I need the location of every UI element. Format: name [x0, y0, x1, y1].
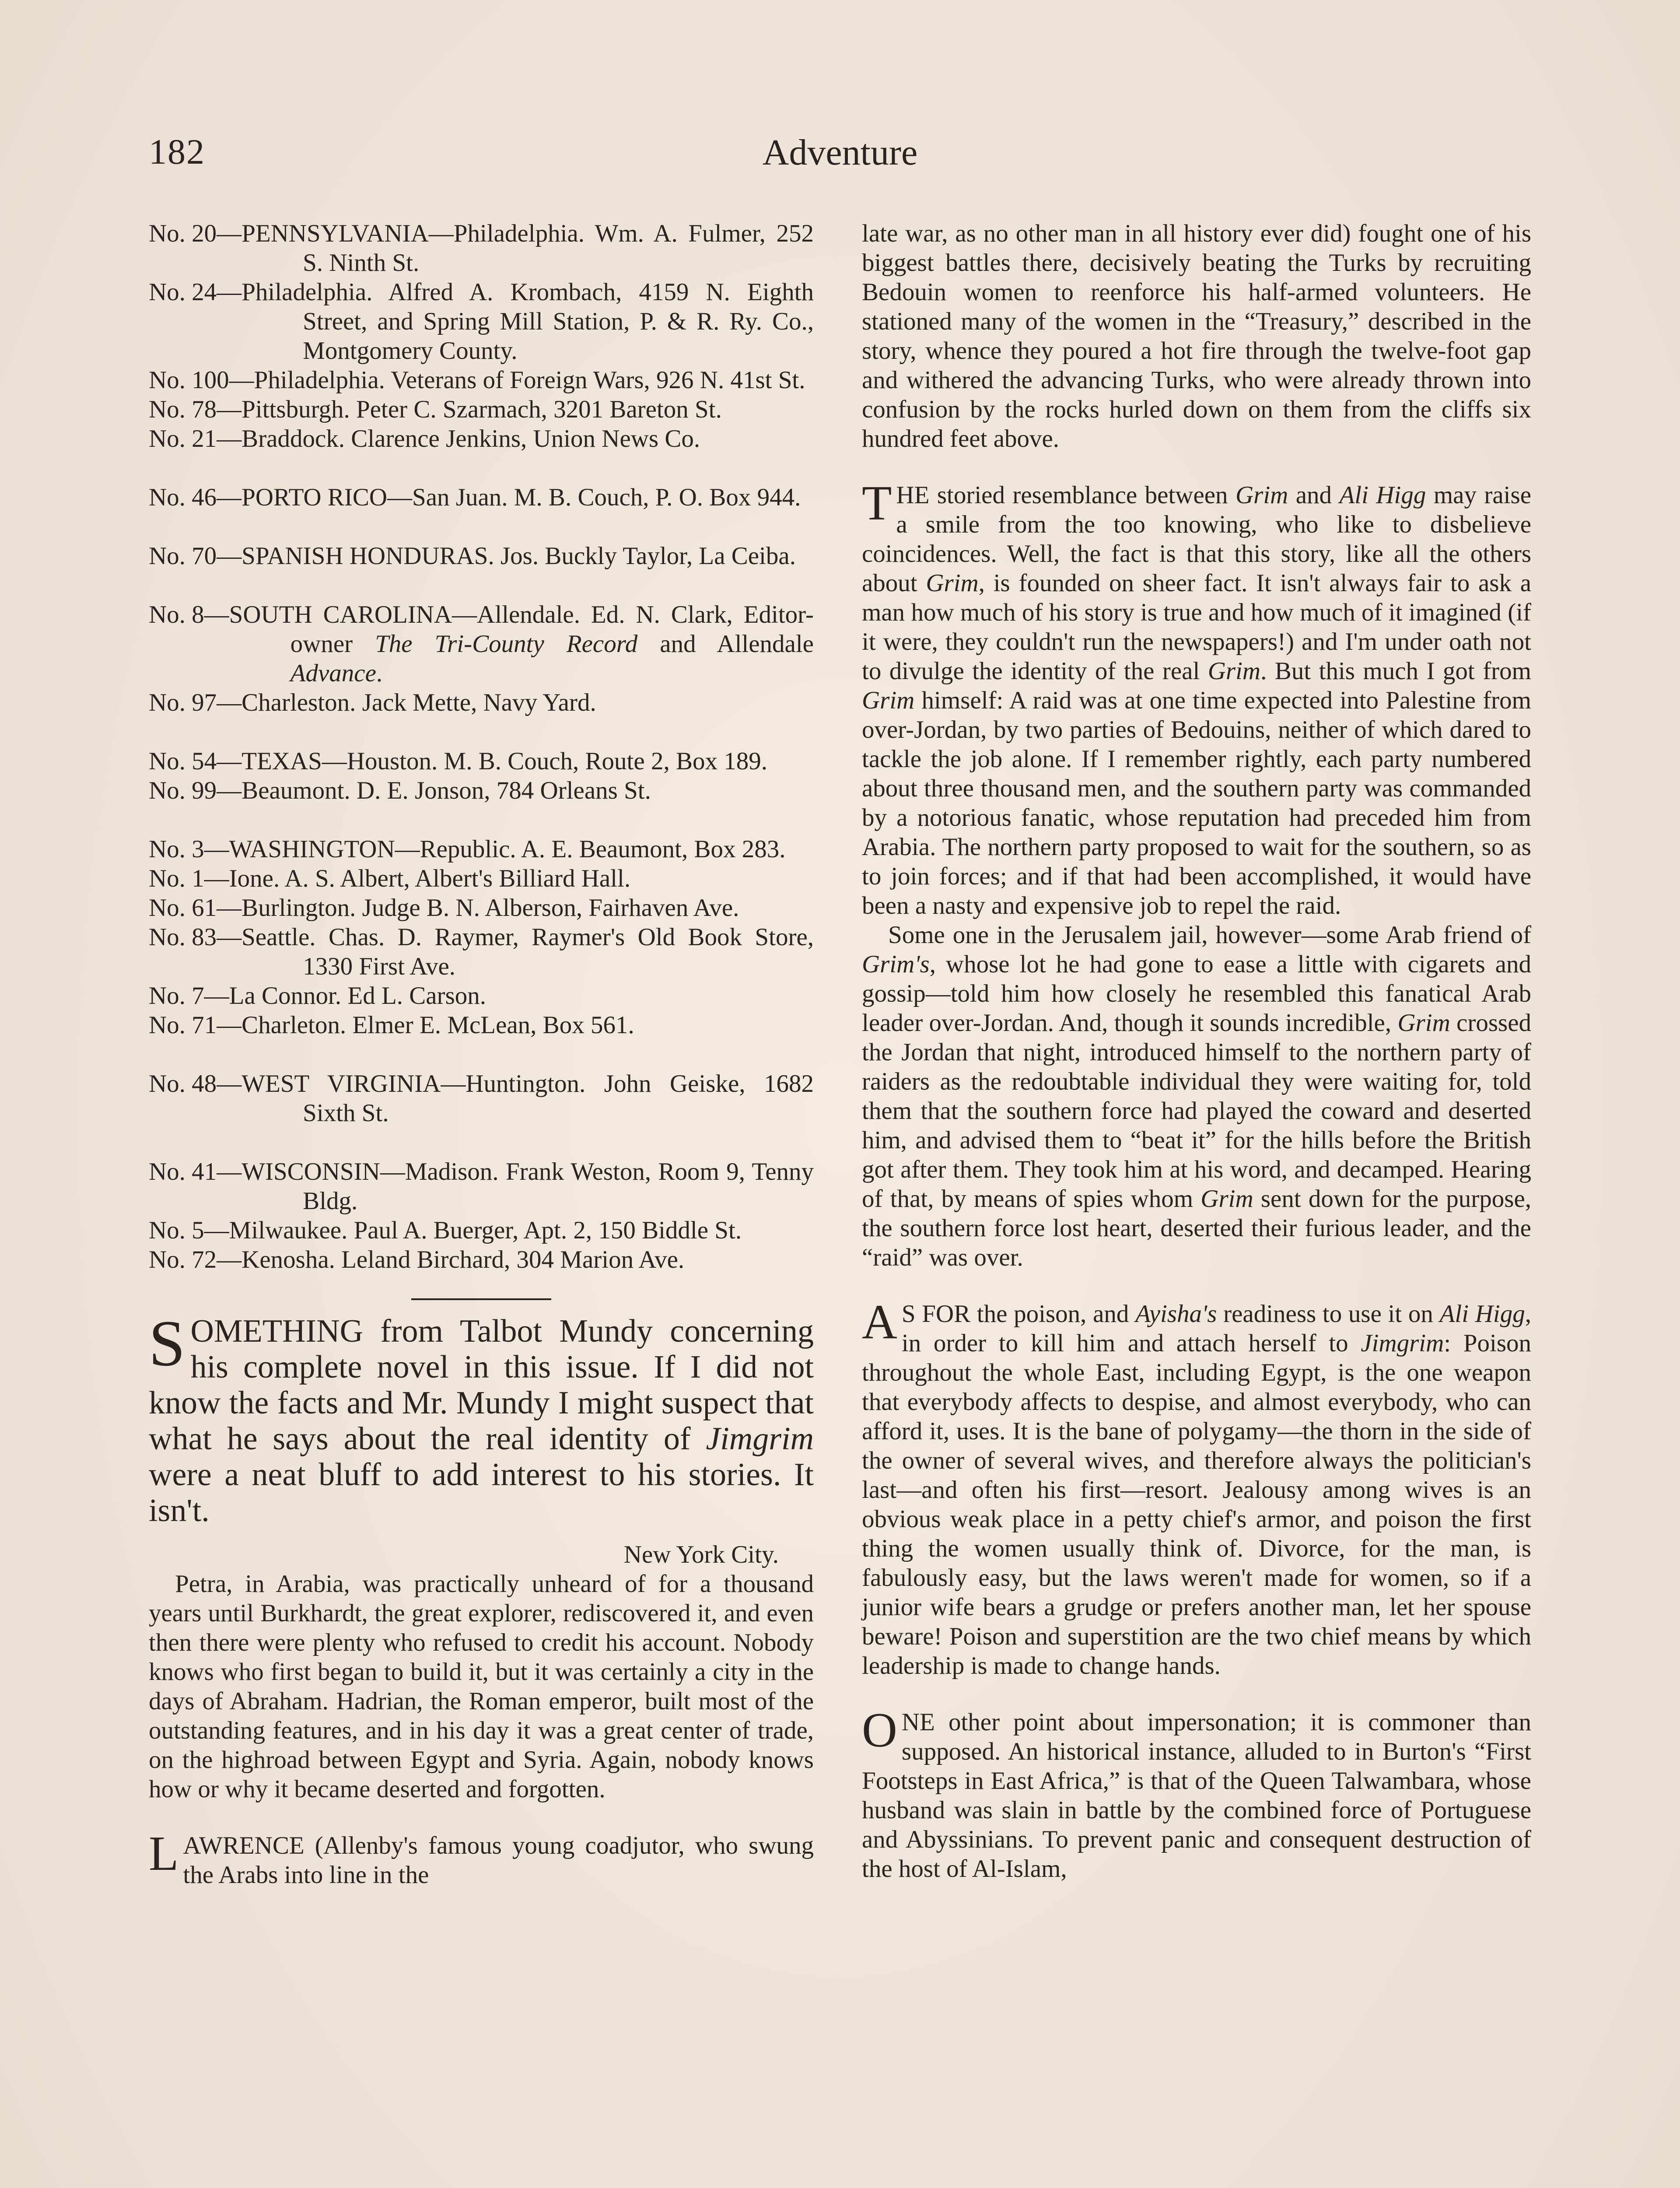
resemblance-paragraph: THE storied resemblance between Grim and Ali Higg may raise a smile from the too knowing, who like to disbelieve coincidences. Well, the fact is that this story, like all the others about Grim, is founded on sheer fact. It isn't always fair to ask a man how much of his story is true and how much of it imagined (if it were, they couldn't run the newspapers!) and I'm under oath not to divulge the identity of the real Grim. But this much I got from Grim himself: A raid was at one time expected into Palestine from over-Jordan, by two parties of Bedouins, neither of which dared to tackle the job alone. If I remember rightly, each party numbered about three thousand men, and the southern party was commanded by a notorious fanatic, whose reputation had preceded him from Arabia. The northern party proposed to wait for the southern, so as to join forces; and if that had been accomplished, it would have been a nasty and expensive job to repel the raid. [862, 476, 1531, 919]
club-entry: No. 3— WASHINGTON—Republic. A. E. Beaumont, Box 283. [149, 835, 786, 863]
club-entry: No. 5— Milwaukee. Paul A. Buerger, Apt. 2, 150 Biddle St. [149, 1217, 742, 1244]
club-entry: No. 21— Braddock. Clarence Jenkins, Union News Co. [149, 425, 700, 452]
magazine-title: Adventure [762, 132, 918, 173]
letter-dateline: New York City. [623, 1541, 779, 1568]
club-entry: No. 7— La Connor. Ed L. Carson. [149, 982, 486, 1010]
club-entry: No. 97— Charleston. Jack Mette, Navy Yard. [149, 689, 596, 716]
section-divider [411, 1298, 551, 1300]
impersonation-paragraph: ONE other point about impersonation; it is commoner than supposed. An historical instance, alluded to in Burton's “First Footsteps in East Africa,” is that of the Queen Talwambara, whose husband was slain in battle by the combined force of Portuguese and Abyssinians. To prevent panic and consequent destruction of the host of Al-Islam, [862, 1703, 1531, 1883]
club-entry: No. 100— Philadelphia. Veterans of Foreign Wars, 926 N. 41st St. [149, 366, 805, 394]
page-number: 182 [149, 132, 205, 172]
club-entry: No. 72— Kenosha. Leland Birchard, 304 Marion Ave. [149, 1246, 685, 1273]
club-listing [149, 219, 814, 1274]
club-entry: No. 1— Ione. A. S. Albert, Albert's Billiard Hall. [149, 865, 631, 892]
drop-cap: L [149, 1827, 179, 1881]
club-entry: No. 83— Seattle. Chas. D. Raymer, Raymer's Old Book Store, 1330 First Ave. [149, 923, 814, 980]
club-entry: No. 41— WISCONSIN—Madison. Frank Weston, Room 9, Tenny Bldg. [149, 1158, 814, 1215]
right-column [862, 219, 1531, 1883]
drop-cap: O [862, 1703, 897, 1757]
lawrence-continued: late war, as no other man in all history ever did) fought one of his biggest battles there, decisively beating the Turks by recruiting Bedouin women to reenforce his half-armed volunteers. He stationed many of the women in the “Treasury,” described in the story, whence they poured a hot fire through the twelve-foot gap and withered the advancing Turks, who were already thrown into confusion by the rocks hurled down on them from the cliffs six hundred feet above. [862, 220, 1531, 452]
club-entry: No. 8— SOUTH CAROLINA—Allendale. Ed. N. Clark, Editor-owner The Tri-County Record and Allendale Advance. [149, 601, 814, 687]
club-entry: No. 78— Pittsburgh. Peter C. Szarmach, 3201 Bareton St. [149, 396, 722, 423]
club-entry: No. 70— SPANISH HONDURAS. Jos. Buckly Taylor, La Ceiba. [149, 542, 796, 570]
left-column [149, 219, 814, 1890]
club-entry: No. 61— Burlington. Judge B. N. Alberson, Fairhaven Ave. [149, 894, 739, 922]
petra-paragraph: Petra, in Arabia, was practically unheard of for a thousand years until Burkhardt, the great explorer, rediscovered it, and even then there were plenty who refused to credit his account. Nobody knows who first began to build it, but it was certainly a city in the days of Abraham. Hadrian, the Roman emperor, built most of the outstanding features, and in his day it was a great center of trade, on the highroad between Egypt and Syria. Again, nobody knows how or why it became deserted and forgotten. [149, 1570, 814, 1803]
drop-cap: T [862, 476, 892, 530]
club-entry: No. 71— Charleton. Elmer E. McLean, Box 561. [149, 1011, 634, 1039]
club-entry: No. 54— TEXAS—Houston. M. B. Couch, Route 2, Box 189. [149, 747, 767, 775]
page-header [149, 131, 1531, 184]
club-entry: No. 20— PENNSYLVANIA—Philadelphia. Wm. A. Fulmer, 252 S. Ninth St. [149, 220, 814, 277]
drop-cap: A [862, 1295, 897, 1349]
lawrence-paragraph: LAWRENCE (Allenby's famous young coadjutor, who swung the Arabs into line in the [149, 1827, 814, 1889]
club-entry: No. 99— Beaumont. D. E. Jonson, 784 Orleans St. [149, 777, 651, 804]
poison-paragraph: A S FOR the poison, and Ayisha's readiness to use it on Ali Higg, in order to kill him and attach herself to Jimgrim: Poison throughout the whole East, including Egypt, is the one weapon that everybody affects to despise, and almost everybody, who can afford it, uses. It is the bane of polygamy—the thorn in the side of the owner of several wives, and therefore always the politician's last—and often his first—resort. Jealousy among wives is an obvious weak place in a petty chief's armor, and poison the first thing the women usually think of. Divorce, for the man, is fabulously easy, but the laws weren't made for women, so if a junior wife bears a grudge or prefers another man, let her spouse beware! Poison and superstition are the two chief means by which leadership is made to change hands. [862, 1295, 1532, 1680]
club-entry: No. 46— PORTO RICO—San Juan. M. B. Couch, P. O. Box 944. [149, 484, 801, 511]
drop-cap: S [149, 1307, 186, 1380]
intro-paragraph: SOMETHING from Talbot Mundy concerning his complete novel in this issue. If I did not know the facts and Mr. Mundy I might suspect that what he says about the real identity of Jimgrim were a neat bluff to add interest to his stories. It isn't. [149, 1307, 814, 1529]
jail-paragraph: Some one in the Jerusalem jail, however—some Arab friend of Grim's, whose lot he had gone to ease a little with cigarets and gossip—told him how closely he resembled this fanatical Arab leader over-Jordan. And, though it sounds incredible, Grim crossed the Jordan that night, introduced himself to the northern party of raiders as the redoubtable individual they were waiting for, told them that the southern force had played the coward and deserted him, and advised them to “beat it” for the hills before the British got after them. They took him at his word, and decamped. Hearing of that, by means of spies whom Grim sent down for the purpose, the southern force lost heart, deserted their furious leader, and the “raid” was over. [862, 921, 1531, 1271]
club-entry: No. 48— WEST VIRGINIA—Huntington. John Geiske, 1682 Sixth St. [149, 1070, 814, 1127]
club-entry: No. 24— Philadelphia. Alfred A. Krombach, 4159 N. Eighth Street, and Spring Mill Station, P. & R. Ry. Co., Montgomery County. [149, 278, 814, 365]
